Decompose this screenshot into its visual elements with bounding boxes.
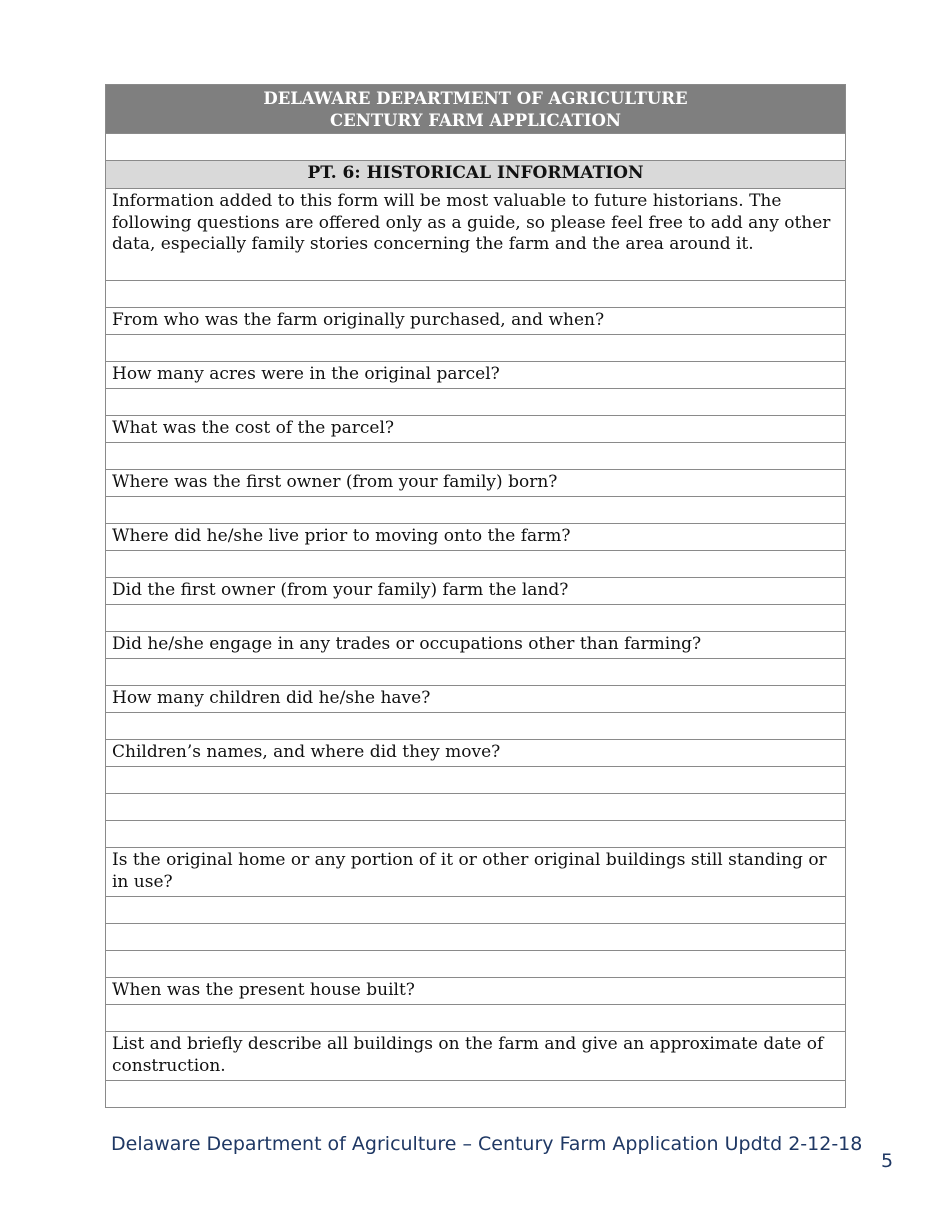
answer-row[interactable] — [106, 821, 846, 848]
answer-row[interactable] — [106, 605, 846, 632]
question-row — [106, 1032, 846, 1081]
question-original-acres: How many acres were in the original parcel? — [106, 362, 846, 389]
answer-first-owner-birthplace[interactable] — [106, 497, 846, 524]
question-row — [106, 524, 846, 551]
question-children-names: Children’s names, and where did they move? — [106, 740, 846, 767]
page-number: 5 — [881, 1150, 894, 1172]
question-row — [106, 632, 846, 659]
answer-row[interactable] — [106, 389, 846, 416]
header-form-title: CENTURY FARM APPLICATION — [330, 110, 621, 130]
historical-information-form — [105, 84, 846, 1108]
question-other-occupations: Did he/she engage in any trades or occupations other than farming? — [106, 632, 846, 659]
answer-row[interactable] — [106, 1005, 846, 1032]
question-parcel-cost: What was the cost of the parcel? — [106, 416, 846, 443]
answer-original-acres[interactable] — [106, 389, 846, 416]
question-row — [106, 362, 846, 389]
answer-other-occupations[interactable] — [106, 659, 846, 686]
question-children-count: How many children did he/she have? — [106, 686, 846, 713]
question-row — [106, 978, 846, 1005]
spacer-cell — [106, 134, 846, 161]
question-farmed-land: Did the first owner (from your family) farm the land? — [106, 578, 846, 605]
answer-original-buildings-3[interactable] — [106, 951, 846, 978]
answer-row[interactable] — [106, 897, 846, 924]
answer-row[interactable] — [106, 497, 846, 524]
answer-row[interactable] — [106, 551, 846, 578]
answer-row[interactable] — [106, 924, 846, 951]
answer-row[interactable] — [106, 443, 846, 470]
form-header-row — [106, 85, 846, 134]
question-row — [106, 470, 846, 497]
question-present-house-built: When was the present house built? — [106, 978, 846, 1005]
answer-row[interactable] — [106, 794, 846, 821]
answer-buildings-list[interactable] — [106, 1081, 846, 1108]
answer-row[interactable] — [106, 335, 846, 362]
answer-row[interactable] — [106, 1081, 846, 1108]
answer-prior-residence[interactable] — [106, 551, 846, 578]
answer-original-buildings-1[interactable] — [106, 897, 846, 924]
answer-row[interactable] — [106, 951, 846, 978]
answer-field[interactable] — [106, 281, 846, 308]
intro-row — [106, 189, 846, 281]
answer-children-names-1[interactable] — [106, 767, 846, 794]
answer-row[interactable] — [106, 281, 846, 308]
answer-parcel-cost[interactable] — [106, 443, 846, 470]
answer-present-house-built[interactable] — [106, 1005, 846, 1032]
answer-children-count[interactable] — [106, 713, 846, 740]
question-original-purchase: From who was the farm originally purchased, and when? — [106, 308, 846, 335]
page-footer: Delaware Department of Agriculture – Century Farm Application Updtd 2-12-18 — [111, 1133, 863, 1155]
question-prior-residence: Where did he/she live prior to moving onto the farm? — [106, 524, 846, 551]
question-row — [106, 848, 846, 897]
answer-children-names-3[interactable] — [106, 821, 846, 848]
question-original-buildings: Is the original home or any portion of it or other original buildings still standing or in use? — [106, 848, 846, 897]
answer-row[interactable] — [106, 659, 846, 686]
answer-original-buildings-2[interactable] — [106, 924, 846, 951]
question-row — [106, 740, 846, 767]
answer-children-names-2[interactable] — [106, 794, 846, 821]
answer-farmed-land[interactable] — [106, 605, 846, 632]
intro-text: Information added to this form will be most valuable to future historians. The following questions are offered only as a guide, so please feel free to add any other data, especially family stories concerning the farm and the area around it. — [106, 189, 846, 281]
question-first-owner-birthplace: Where was the first owner (from your family) born? — [106, 470, 846, 497]
question-buildings-list: List and briefly describe all buildings on the farm and give an approximate date of construction. — [106, 1032, 846, 1081]
question-row — [106, 686, 846, 713]
spacer-row — [106, 134, 846, 161]
section-title-row — [106, 161, 846, 189]
header-agency: DELAWARE DEPARTMENT OF AGRICULTURE — [263, 89, 688, 108]
question-row — [106, 308, 846, 335]
question-row — [106, 416, 846, 443]
question-row — [106, 578, 846, 605]
answer-row[interactable] — [106, 767, 846, 794]
form-header — [106, 85, 846, 134]
section-title: PT. 6: HISTORICAL INFORMATION — [106, 161, 846, 189]
answer-original-purchase[interactable] — [106, 335, 846, 362]
answer-row[interactable] — [106, 713, 846, 740]
